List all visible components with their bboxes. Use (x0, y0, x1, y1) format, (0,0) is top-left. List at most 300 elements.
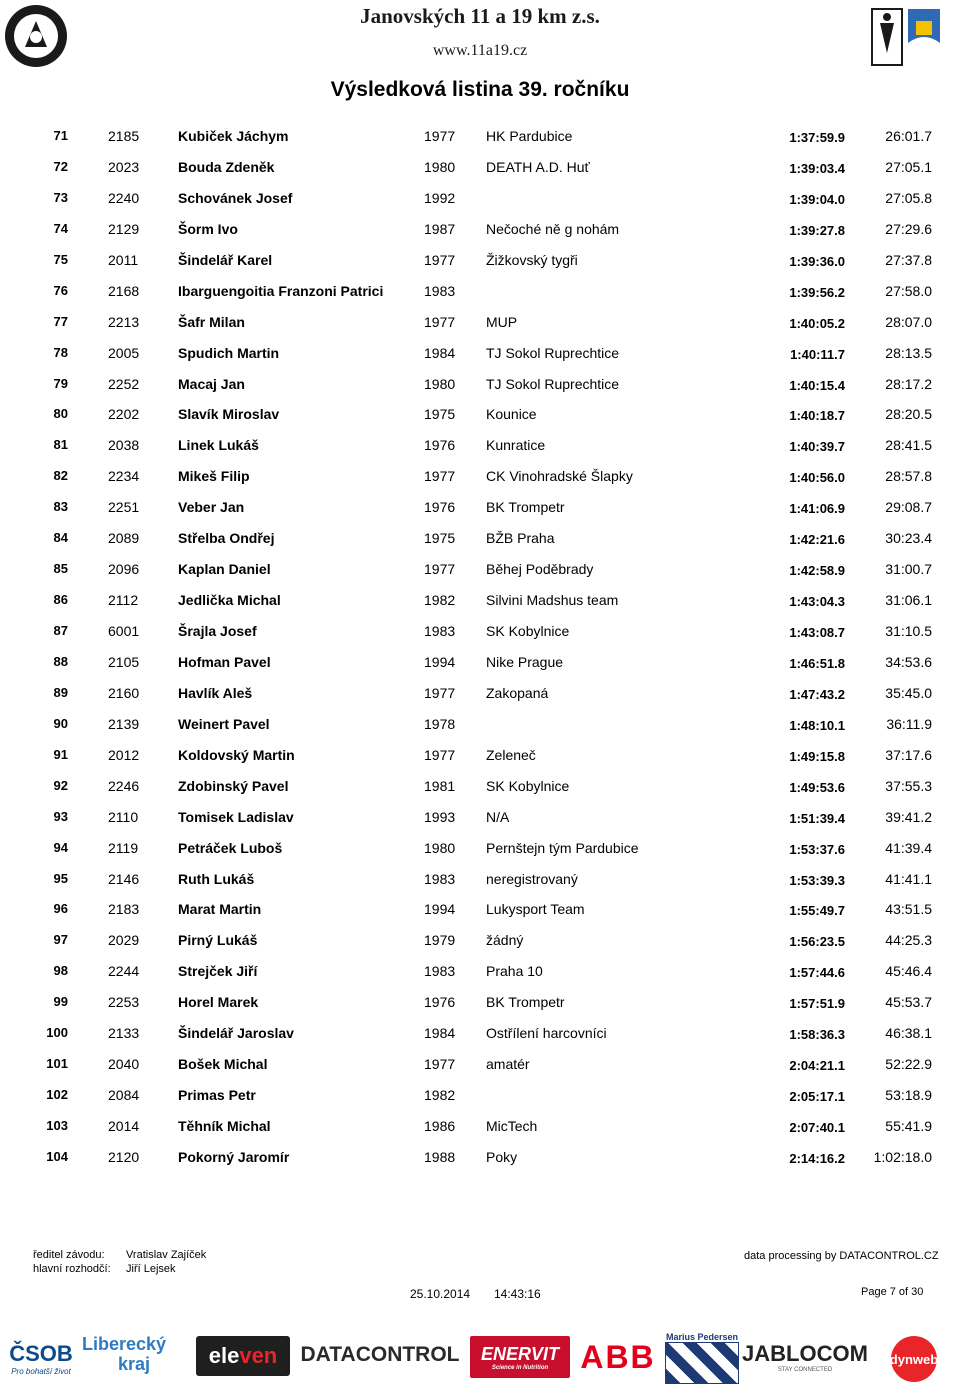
table-row (0, 741, 960, 772)
cell-name: Pokorný Jaromír (178, 1148, 290, 1165)
cell-bib: 2253 (108, 994, 140, 1011)
cell-loss: 28:17.2 (885, 375, 932, 392)
cell-rank: 91 (53, 746, 68, 762)
cell-time: 1:53:39.3 (789, 872, 845, 888)
cell-bib: 2129 (108, 220, 140, 237)
cell-club: Žižkovský tygři (486, 251, 578, 268)
cell-rank: 88 (53, 653, 68, 669)
cell-year: 1983 (424, 282, 456, 299)
cell-rank: 85 (53, 561, 68, 577)
cell-loss: 31:00.7 (885, 561, 932, 578)
cell-bib: 2133 (108, 1025, 140, 1042)
cell-year: 1987 (424, 220, 456, 237)
cell-rank: 79 (53, 375, 68, 391)
cell-time: 2:07:40.1 (789, 1120, 845, 1135)
cell-name: Jedlička Michal (178, 592, 281, 609)
cell-year: 1977 (424, 468, 456, 485)
cell-rank: 104 (46, 1148, 68, 1164)
cell-loss: 52:22.9 (885, 1056, 932, 1073)
cell-time: 1:40:39.7 (789, 439, 845, 455)
cell-club: N/A (486, 808, 510, 825)
sponsor-dynweb-logo (878, 1332, 950, 1386)
cell-loss: 29:08.7 (885, 499, 932, 516)
data-processing-note: data processing by DATACONTROL.CZ (744, 1250, 939, 1262)
cell-club: žádný (486, 932, 524, 949)
cell-time: 1:47:43.2 (789, 686, 845, 702)
cell-loss: 37:55.3 (885, 777, 932, 794)
cell-name: Zdobinský Pavel (178, 777, 289, 794)
cell-loss: 28:20.5 (885, 406, 932, 423)
page-number: Page 7 of 30 (861, 1286, 924, 1298)
cell-loss: 41:41.1 (885, 870, 932, 887)
dynweb-text: dynweb (889, 1351, 939, 1367)
cell-name: Primas Petr (178, 1087, 256, 1104)
cell-club: BK Trompetr (486, 499, 565, 516)
cell-year: 1977 (424, 313, 456, 330)
cell-name: Hofman Pavel (178, 653, 271, 670)
cell-year: 1993 (424, 808, 456, 825)
cell-time: 1:48:10.1 (789, 717, 845, 733)
cell-club: HK Pardubice (486, 128, 573, 144)
cell-bib: 2038 (108, 437, 140, 454)
cell-year: 1980 (424, 375, 456, 392)
cell-time: 1:49:53.6 (789, 779, 845, 795)
cell-year: 1988 (424, 1148, 456, 1165)
cell-club: Běhej Poděbrady (486, 561, 594, 578)
cell-club: BŽB Praha (486, 530, 555, 547)
cell-bib: 2168 (108, 282, 140, 299)
logo-right (868, 3, 944, 69)
cell-time: 1:41:06.9 (789, 501, 845, 517)
cell-year: 1983 (424, 963, 456, 980)
cell-rank: 94 (53, 839, 68, 855)
cell-name: Bouda Zdeněk (178, 158, 275, 175)
footer-labels (33, 1248, 111, 1276)
cell-time: 1:39:56.2 (789, 284, 845, 300)
sponsor-marius-pedersen-logo (664, 1330, 740, 1386)
header-url[interactable]: www.11a19.cz (432, 42, 528, 59)
cell-rank: 89 (53, 684, 68, 700)
sponsor-abb-logo (580, 1340, 656, 1374)
cell-name: Mikeš Filip (178, 468, 250, 485)
cell-name: Ruth Lukáš (178, 870, 255, 887)
director-name: Vratislav Zajíček (126, 1249, 207, 1261)
cell-name: Těhník Michal (178, 1118, 271, 1134)
cell-bib: 2084 (108, 1087, 140, 1104)
cell-bib: 2185 (108, 128, 140, 144)
cell-club: Praha 10 (486, 963, 543, 980)
cell-club: DEATH A.D. Huť (486, 158, 590, 175)
cell-club: Lukysport Team (486, 901, 585, 918)
cell-bib: 2139 (108, 715, 140, 732)
cell-year: 1984 (424, 344, 456, 361)
referee-label: hlavní rozhodčí: (33, 1263, 111, 1275)
cell-year: 1977 (424, 561, 456, 578)
cell-name: Šorm Ivo (178, 220, 238, 237)
cell-loss: 39:41.2 (885, 808, 932, 825)
cell-name: Tomisek Ladislav (178, 808, 294, 825)
cell-bib: 2014 (108, 1118, 140, 1134)
cell-bib: 2040 (108, 1056, 140, 1073)
cell-name: Macaj Jan (178, 375, 245, 392)
cell-year: 1979 (424, 932, 456, 949)
cell-bib: 2110 (108, 808, 139, 825)
cell-loss: 46:38.1 (885, 1025, 932, 1042)
dynweb-circle (891, 1336, 937, 1382)
sponsor-csob-logo (6, 1328, 76, 1388)
cell-name: Schovánek Josef (178, 189, 293, 206)
cell-name: Strejček Jiří (178, 963, 258, 980)
abb-text: ABB (580, 1338, 656, 1375)
cell-name: Petráček Luboš (178, 839, 283, 856)
cell-bib: 2213 (108, 313, 140, 330)
table-row (0, 586, 960, 617)
cell-bib: 2120 (108, 1148, 140, 1165)
results-table (0, 122, 960, 1174)
cell-year: 1978 (424, 715, 456, 732)
cell-bib: 2096 (108, 561, 140, 578)
csob-mark: ČSOB (9, 1340, 73, 1366)
cell-bib: 2112 (108, 592, 139, 609)
cell-club: Ostřílení harcovníci (486, 1025, 607, 1042)
sponsor-liberecky-kraj-logo (82, 1328, 190, 1380)
table-row (0, 339, 960, 370)
cell-year: 1976 (424, 437, 456, 454)
cell-rank: 84 (53, 530, 68, 546)
table-row (0, 153, 960, 184)
cell-club: Nike Prague (486, 653, 564, 670)
table-row (0, 1081, 960, 1112)
cell-loss: 31:06.1 (885, 592, 932, 609)
cell-bib: 2029 (108, 932, 140, 949)
cell-time: 1:42:21.6 (789, 532, 845, 548)
cell-time: 2:14:16.2 (789, 1150, 845, 1166)
liberecky-line1: Liberecký (82, 1334, 167, 1354)
csob-tagline: Pro bohatší život (11, 1366, 71, 1376)
cell-bib: 2023 (108, 158, 140, 175)
table-row (0, 834, 960, 865)
cell-rank: 76 (53, 282, 68, 298)
cell-year: 1977 (424, 746, 456, 763)
cell-club: MUP (486, 313, 518, 330)
table-row (0, 462, 960, 493)
cell-bib: 2160 (108, 684, 140, 701)
cell-rank: 86 (53, 592, 68, 608)
sponsor-enervit-logo (470, 1336, 570, 1378)
table-row (0, 370, 960, 401)
cell-name: Weinert Pavel (178, 715, 270, 732)
referee-name: Jiří Lejsek (126, 1263, 176, 1275)
table-row (0, 1050, 960, 1081)
cell-club: amatér (486, 1056, 530, 1073)
cell-club: Zeleneč (486, 746, 536, 763)
cell-year: 1984 (424, 1025, 456, 1042)
table-row (0, 524, 960, 555)
cell-bib: 2105 (108, 653, 140, 670)
cell-loss: 26:01.7 (885, 128, 932, 144)
table-row (0, 308, 960, 339)
cell-name: Koldovský Martin (178, 746, 295, 763)
cell-club: Kunratice (486, 437, 546, 454)
cell-name: Kaplan Daniel (178, 561, 271, 578)
table-row (0, 895, 960, 926)
cell-club: Silvini Madshus team (486, 592, 619, 609)
footer-names (126, 1248, 206, 1276)
cell-time: 1:40:05.2 (789, 315, 845, 331)
enervit-sub: Science in Nutrition (491, 1364, 549, 1371)
marius-text: Marius Pedersen (665, 1332, 739, 1342)
cell-rank: 103 (46, 1118, 68, 1133)
cell-rank: 100 (46, 1025, 68, 1041)
cell-bib: 2012 (108, 746, 140, 763)
cell-time: 1:43:08.7 (789, 625, 845, 640)
cell-time: 2:04:21.1 (789, 1058, 845, 1074)
jablocom-sub: STAY CONNECTED (777, 1367, 833, 1373)
cell-name: Veber Jan (178, 499, 245, 516)
cell-club: neregistrovaný (486, 870, 578, 887)
table-row (0, 493, 960, 524)
cell-club: Nečoché ně g nohám (486, 220, 620, 237)
cell-time: 1:43:04.3 (789, 594, 845, 610)
cell-bib: 2089 (108, 530, 140, 547)
cell-club: SK Kobylnice (486, 623, 570, 639)
cell-bib: 2202 (108, 406, 140, 423)
cell-time: 1:40:11.7 (790, 346, 845, 362)
cell-bib: 2119 (108, 839, 139, 856)
datacontrol-text: DATACONTROL (300, 1343, 460, 1366)
sponsor-jablocom-logo (740, 1340, 870, 1374)
cell-rank: 71 (53, 128, 68, 143)
cell-club: Poky (486, 1148, 518, 1165)
cell-loss: 44:25.3 (885, 932, 932, 949)
cell-rank: 101 (46, 1056, 68, 1072)
cell-bib: 2183 (108, 901, 140, 918)
cell-name: Marat Martin (178, 901, 262, 918)
table-row (0, 246, 960, 277)
cell-loss: 31:10.5 (885, 623, 932, 639)
cell-year: 1981 (424, 777, 456, 794)
cell-time: 1:58:36.3 (789, 1027, 845, 1043)
table-row (0, 865, 960, 896)
cell-loss: 35:45.0 (885, 684, 932, 701)
cell-year: 1986 (424, 1118, 456, 1134)
cell-time: 1:57:51.9 (789, 996, 845, 1012)
cell-bib: 2246 (108, 777, 140, 794)
cell-loss: 37:17.6 (885, 746, 932, 763)
cell-name: Ibarguengoitia Franzoni Patrici (178, 282, 384, 299)
cell-time: 1:39:27.8 (789, 222, 845, 238)
table-row (0, 122, 960, 153)
cell-year: 1977 (424, 128, 456, 144)
cell-time: 1:40:18.7 (789, 408, 845, 424)
cell-time: 1:40:15.4 (789, 377, 845, 393)
cell-rank: 96 (53, 901, 68, 917)
table-row (0, 400, 960, 431)
cell-year: 1980 (424, 158, 456, 175)
cell-loss: 45:46.4 (885, 963, 932, 980)
cell-club: BK Trompetr (486, 994, 565, 1011)
cell-rank: 99 (53, 994, 68, 1010)
cell-rank: 74 (53, 220, 68, 236)
cell-bib: 2011 (108, 251, 139, 268)
cell-bib: 6001 (108, 623, 140, 639)
table-row (0, 431, 960, 462)
table-row (0, 1019, 960, 1050)
cell-club: CK Vinohradské Šlapky (486, 468, 633, 485)
cell-club: TJ Sokol Ruprechtice (486, 344, 620, 361)
cell-time: 1:55:49.7 (789, 903, 845, 919)
table-row (0, 988, 960, 1019)
cell-year: 1977 (424, 251, 456, 268)
cell-bib: 2240 (108, 189, 140, 206)
cell-rank: 93 (53, 808, 68, 824)
cell-year: 1980 (424, 839, 456, 856)
cell-name: Šrajla Josef (178, 623, 257, 639)
cell-name: Pirný Lukáš (178, 932, 258, 949)
cell-loss: 43:51.5 (885, 901, 932, 918)
sponsor-datacontrol-logo (294, 1340, 466, 1370)
cell-year: 1983 (424, 623, 456, 639)
cell-loss: 28:07.0 (885, 313, 932, 330)
cell-time: 1:49:15.8 (789, 748, 845, 764)
cell-name: Havlík Aleš (178, 684, 253, 701)
cell-time: 2:05:17.1 (789, 1089, 845, 1105)
cell-year: 1975 (424, 406, 456, 423)
cell-club: Kounice (486, 406, 537, 423)
cell-name: Kubiček Jáchym (178, 128, 289, 144)
table-row (0, 648, 960, 679)
cell-rank: 72 (53, 158, 68, 174)
cell-club: SK Kobylnice (486, 777, 570, 794)
cell-year: 1992 (424, 189, 456, 206)
cell-loss: 28:41.5 (885, 437, 932, 454)
cell-year: 1975 (424, 530, 456, 547)
cell-rank: 98 (53, 963, 68, 979)
table-row (0, 957, 960, 988)
cell-year: 1983 (424, 870, 456, 887)
cell-time: 1:53:37.6 (789, 841, 845, 857)
table-row (0, 1143, 960, 1174)
cell-loss: 27:37.8 (885, 251, 932, 268)
cell-year: 1982 (424, 1087, 456, 1104)
cell-bib: 2252 (108, 375, 140, 392)
cell-rank: 102 (46, 1087, 68, 1103)
cell-rank: 95 (53, 870, 68, 886)
marius-flag-icon (665, 1342, 739, 1384)
cell-loss: 30:23.4 (885, 530, 932, 547)
page-title: Výsledková listina 39. ročníku (330, 78, 630, 101)
cell-loss: 28:13.5 (885, 344, 932, 361)
cell-time: 1:57:44.6 (789, 965, 845, 981)
cell-year: 1982 (424, 592, 456, 609)
cell-time: 1:46:51.8 (789, 655, 845, 671)
cell-rank: 73 (53, 189, 68, 205)
print-time: 14:43:16 (494, 1287, 541, 1301)
cell-name: Slavík Miroslav (178, 406, 280, 423)
jablocom-text: JABLOCOM (742, 1341, 868, 1366)
cell-loss: 45:53.7 (885, 994, 932, 1011)
director-label: ředitel závodu: (33, 1249, 105, 1261)
table-row (0, 803, 960, 834)
cell-time: 1:39:04.0 (789, 191, 845, 207)
cell-bib: 2244 (108, 963, 140, 980)
cell-rank: 80 (53, 406, 68, 422)
table-row (0, 926, 960, 957)
header-title: Janovských 11 a 19 km z.s. (360, 4, 600, 28)
cell-name: Šindelář Karel (178, 251, 273, 268)
cell-rank: 81 (53, 437, 68, 453)
cell-club: TJ Sokol Ruprechtice (486, 375, 620, 392)
cell-time: 1:51:39.4 (789, 810, 845, 826)
cell-year: 1976 (424, 499, 456, 516)
cell-loss: 41:39.4 (885, 839, 932, 856)
cell-club: Pernštejn tým Pardubice (486, 839, 639, 856)
sponsor-strip (0, 1322, 960, 1394)
cell-time: 1:39:36.0 (789, 253, 845, 269)
cell-name: Šafr Milan (178, 313, 245, 330)
cell-year: 1994 (424, 653, 456, 670)
table-row (0, 679, 960, 710)
cell-rank: 90 (53, 715, 68, 731)
cell-year: 1976 (424, 994, 456, 1011)
table-row (0, 710, 960, 741)
cell-club: MicTech (486, 1118, 538, 1134)
eleven-part1: ele (208, 1343, 240, 1368)
cell-club: Zakopaná (486, 684, 549, 701)
cell-loss: 55:41.9 (885, 1118, 932, 1134)
cell-loss: 28:57.8 (885, 468, 932, 485)
table-row (0, 1112, 960, 1143)
table-row (0, 215, 960, 246)
cell-rank: 92 (53, 777, 68, 793)
cell-name: Horel Marek (178, 994, 259, 1011)
cell-rank: 78 (53, 344, 68, 360)
cell-rank: 83 (53, 499, 68, 515)
sponsor-eleven-logo (196, 1336, 290, 1376)
print-date: 25.10.2014 (410, 1287, 471, 1301)
cell-bib: 2146 (108, 870, 140, 887)
cell-time: 1:39:03.4 (789, 160, 845, 176)
cell-time: 1:37:59.9 (789, 130, 845, 145)
cell-time: 1:56:23.5 (789, 934, 845, 950)
cell-rank: 75 (53, 251, 68, 267)
cell-loss: 36:11.9 (886, 715, 932, 732)
cell-rank: 82 (53, 468, 68, 484)
cell-rank: 97 (53, 932, 68, 948)
cell-loss: 27:29.6 (885, 220, 932, 237)
cell-loss: 53:18.9 (885, 1087, 932, 1104)
cell-rank: 77 (53, 313, 68, 329)
cell-rank: 87 (53, 623, 68, 638)
cell-year: 1994 (424, 901, 456, 918)
cell-time: 1:40:56.0 (789, 470, 845, 486)
cell-loss: 34:53.6 (885, 653, 932, 670)
cell-bib: 2005 (108, 344, 140, 361)
cell-name: Linek Lukáš (178, 437, 259, 454)
table-row (0, 184, 960, 215)
cell-time: 1:42:58.9 (789, 563, 845, 579)
cell-loss: 27:05.1 (885, 158, 932, 175)
cell-year: 1977 (424, 684, 456, 701)
table-row (0, 772, 960, 803)
table-row (0, 617, 960, 648)
cell-year: 1977 (424, 1056, 456, 1073)
liberecky-line2: kraj (118, 1354, 151, 1374)
table-row (0, 277, 960, 308)
enervit-text: ENERVIT (480, 1343, 559, 1364)
eleven-part2: ven (239, 1343, 278, 1368)
cell-bib: 2234 (108, 468, 140, 485)
